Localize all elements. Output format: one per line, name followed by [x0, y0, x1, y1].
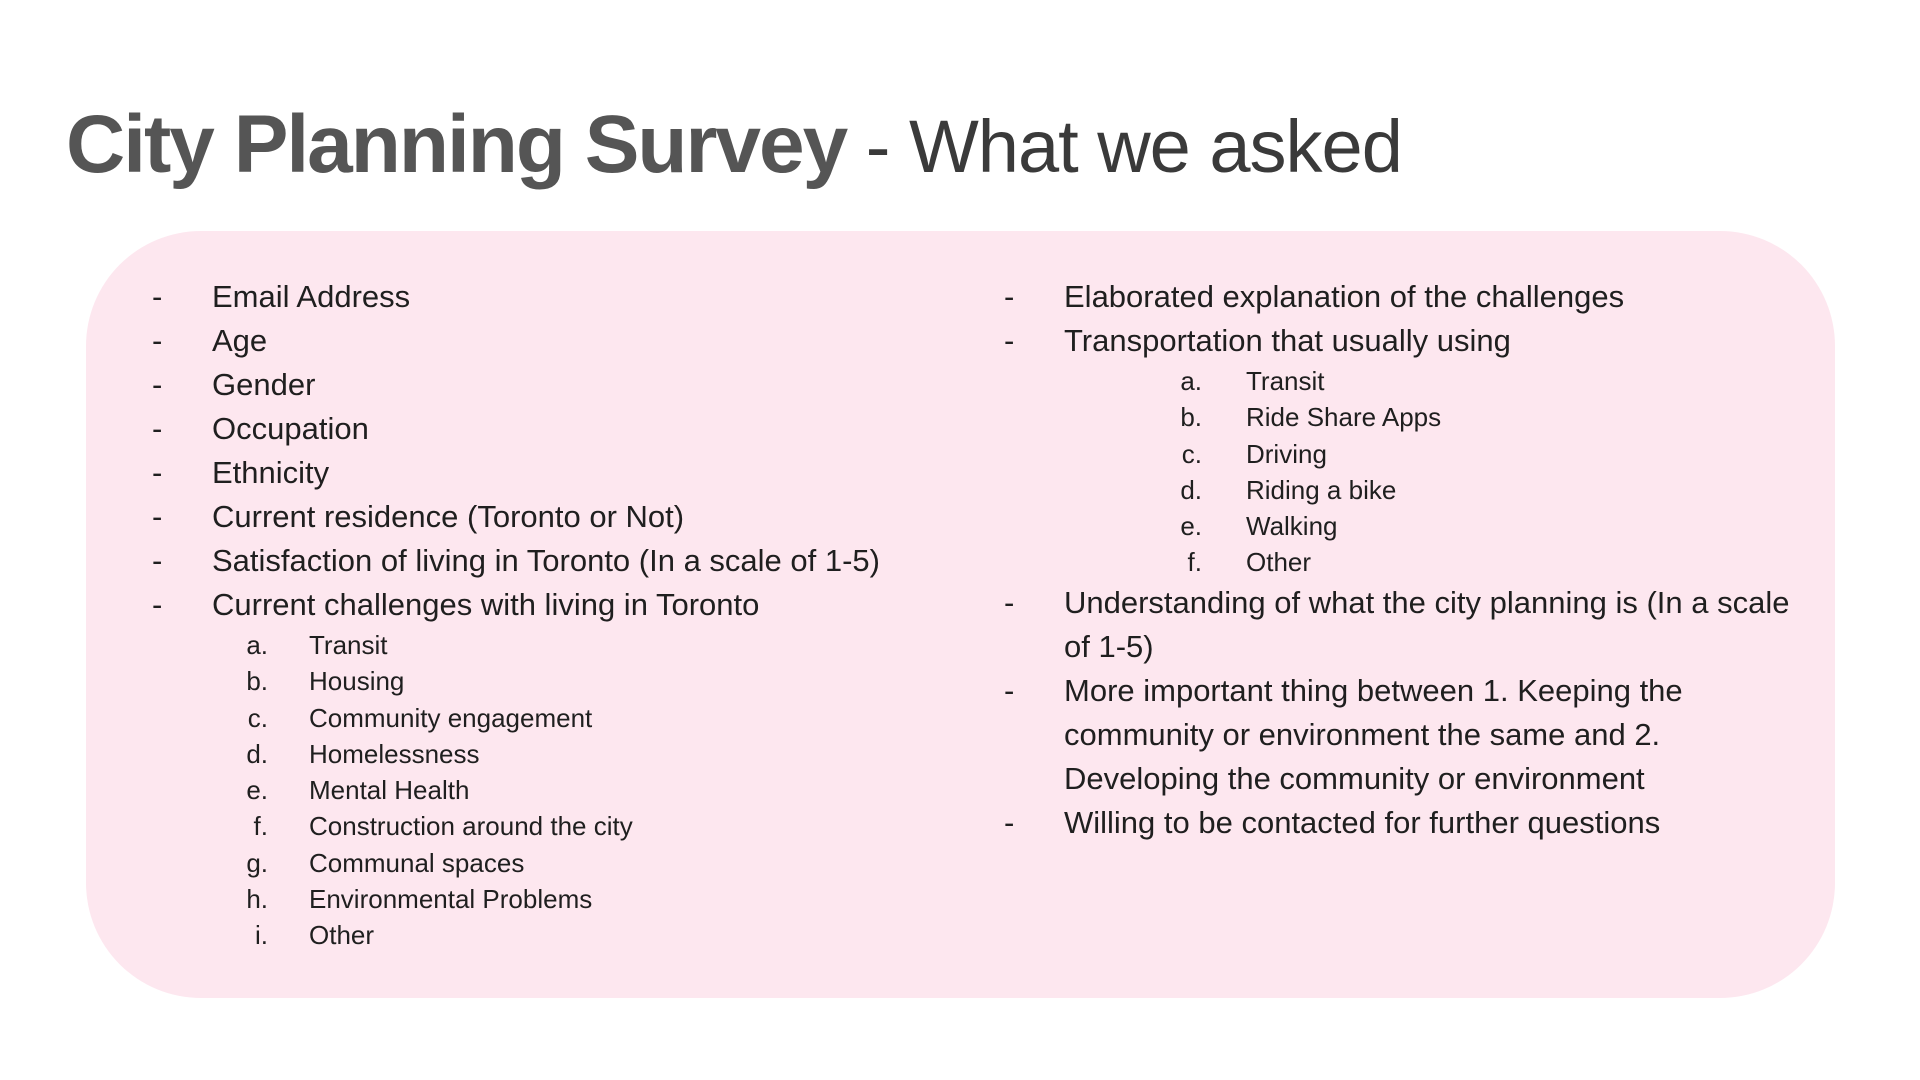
- challenges-sublist: [86, 627, 916, 954]
- bullet-dash: -: [1004, 804, 1015, 840]
- slide-title-sub: - What we asked: [846, 105, 1402, 188]
- sub-list-item: e. Mental Health: [246, 775, 470, 806]
- sub-list-item: c. Community engagement: [247, 702, 593, 733]
- bullet-dash: -: [152, 499, 163, 534]
- bullet-dash: -: [152, 455, 163, 490]
- bullet-dash: -: [1004, 672, 1015, 708]
- list-item: - Willing to be contacted for further questions: [936, 801, 1816, 845]
- bullet-dash: -: [152, 411, 163, 446]
- list-item: - Email Address: [86, 275, 916, 319]
- list-item: - Transportation that usually using: [936, 319, 1816, 363]
- left-column: [86, 275, 916, 954]
- list-item: - Current challenges with living in Toronto: [86, 583, 916, 627]
- bullet-dash: -: [1004, 279, 1015, 314]
- sub-list-item: a. Transit: [1180, 366, 1325, 396]
- bullet-dash: -: [152, 279, 163, 314]
- sub-list-item: i. Other: [255, 920, 375, 951]
- slide-title-main: City Planning Survey: [66, 99, 847, 190]
- right-column: [936, 275, 1816, 845]
- list-item: - Satisfaction of living in Toronto (In a scale of 1-5): [86, 539, 916, 583]
- sub-list-item: a. Transit: [246, 630, 388, 660]
- slide-title: [66, 95, 1402, 195]
- sub-list-item: f. Other: [1187, 547, 1312, 578]
- list-item: - Age: [86, 319, 916, 363]
- transport-sublist: [936, 363, 1816, 581]
- sub-list-item: d. Riding a bike: [1180, 474, 1397, 505]
- sub-list-item: b. Ride Share Apps: [1180, 402, 1442, 433]
- sub-list-item: e. Walking: [1180, 511, 1338, 542]
- list-item: - Current residence (Toronto or Not): [86, 495, 916, 539]
- bullet-dash: -: [152, 587, 163, 622]
- sub-list-item: b. Housing: [246, 666, 405, 697]
- bullet-dash: -: [152, 543, 163, 578]
- list-item: - More important thing between 1. Keeping the community or environment the same and 2. Developing the community or environment: [936, 669, 1816, 801]
- sub-list-item: h. Environmental Problems: [246, 884, 593, 915]
- list-item: - Gender: [86, 363, 916, 407]
- question-panel: [86, 231, 1835, 998]
- bullet-dash: -: [1004, 584, 1015, 620]
- sub-list-item: f. Construction around the city: [253, 811, 633, 842]
- sub-list-item: d. Homelessness: [246, 738, 480, 769]
- list-item: - Elaborated explanation of the challenges: [936, 275, 1816, 319]
- list-item: - Occupation: [86, 407, 916, 451]
- list-item: - Ethnicity: [86, 451, 916, 495]
- list-item: - Understanding of what the city planning is (In a scale of 1-5): [936, 581, 1816, 669]
- bullet-dash: -: [152, 367, 163, 402]
- sub-list-item: g. Communal spaces: [246, 847, 525, 878]
- bullet-dash: -: [152, 323, 163, 358]
- sub-list-item: c. Driving: [1181, 438, 1327, 469]
- bullet-dash: -: [1004, 323, 1015, 358]
